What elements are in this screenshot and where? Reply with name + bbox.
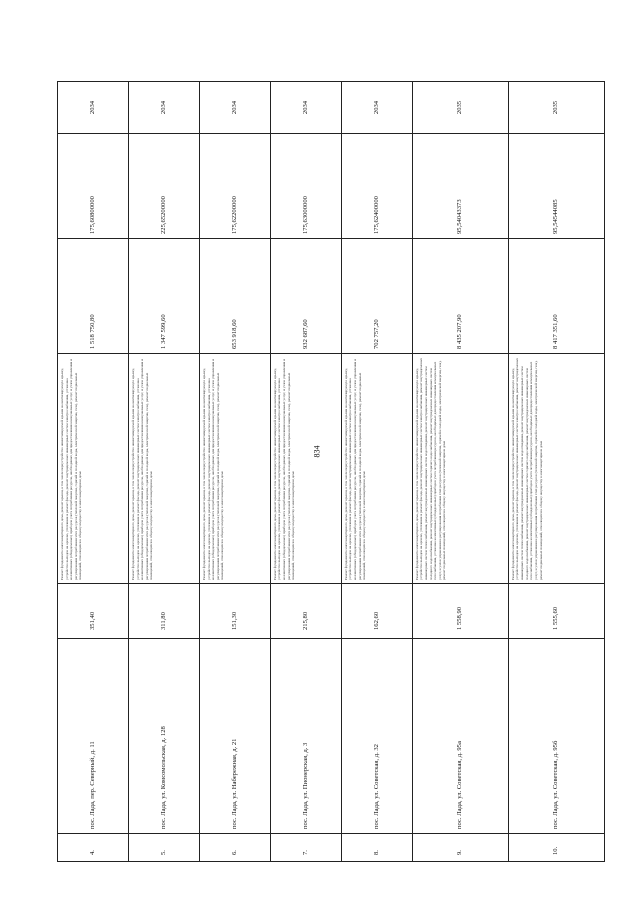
address-cell: пос. Лада, ул. Советская, д. 32 [341, 639, 412, 834]
row-number: 4. [58, 834, 129, 862]
rate-cell: 95,54544085 [508, 134, 604, 239]
table-row [199, 82, 270, 862]
year-cell: 2035 [508, 82, 604, 134]
table-row [412, 82, 508, 862]
address-cell: пос. Лада, ул. Набережная, д. 21 [199, 639, 270, 834]
works-cell: Ремонт фундамента многоквартирного дома, ремонт крыши, в том числе переустройство невентилируемой крыши на вентилируемую крышу, устройство выходов на кровлю, утепление и ремонт фасада, ремонт внутридомовых инженерных систем электроснабжения, установка коллективных (общедомовых) приборов учета потребления ресурсов, необходимых для предоставления коммунальных услуг, и узлов управления и регулирования потребления этих ресурсов (тепловой энергии, горячей и холодной воды, электрической энергии, газа), ремонт подвальных помещений, относящихся к общему имуществу в многоквартирном доме [341, 354, 412, 584]
row-number: 9. [412, 834, 508, 862]
address-cell: пос. Лада, ул. Советская, д. 95а [412, 639, 508, 834]
row-number: 10. [508, 834, 604, 862]
row-number: 7. [270, 834, 341, 862]
address-cell: пос. Лада, ул. Советская, д. 95б [508, 639, 604, 834]
cost-cell: 1 518 750,80 [58, 239, 129, 354]
cost-cell: 8 417 351,60 [508, 239, 604, 354]
works-cell: Ремонт фундамента многоквартирного дома, ремонт крыши, в том числе переустройство невентилируемой крыши на вентилируемую крышу, устройство выходов на кровлю, утепление и ремонт фасада, ремонт внутридомовых инженерных систем электроснабжения, установка коллективных (общедомовых) приборов учета потребления ресурсов, необходимых для предоставления коммунальных услуг, и узлов управления и регулирования потребления этих ресурсов (тепловой энергии, горячей и холодной воды, электрической энергии, газа), ремонт подвальных помещений, относящихся к общему имуществу в многоквартирном доме [270, 354, 341, 584]
address-cell: пос. Лада, пер. Северный, д. 11 [58, 639, 129, 834]
area-cell: 215,80 [270, 584, 341, 639]
rotated-table-wrapper [57, 82, 605, 862]
area-cell: 1 558,90 [412, 584, 508, 639]
works-cell: Ремонт фундамента многоквартирного дома, ремонт крыши, в том числе переустройство невентилируемой крыши на вентилируемую крышу, устройство выходов на кровлю, утепление и ремонт фасада, ремонт внутридомовых инженерных систем электроснабжения, ремонт внутридомовых инженерных систем теплоснабжения, ремонт внутридомовых инженерных систем водоотведения, ремонт внутридомовых инженерных систем холодного водоснабжения, ремонт внутридомовых инженерных систем горячего водоснабжения, ремонт внутридомовых инженерных систем газоснабжения, установка коллективных (общедомовых) приборов учета потребления ресурсов, необходимых для предоставления коммунальных услуг, и узлов управления и регулирования потребления этих ресурсов (тепловой энергии, горячей и холодной воды, электрической энергии, газа), ремонт подвальных помещений, относящихся к общему имуществу в многоквартирном доме [508, 354, 604, 584]
table-row [341, 82, 412, 862]
rate-cell: 95,54043373 [412, 134, 508, 239]
address-cell: пос. Лада, ул. Комсомольская, д. 128 [128, 639, 199, 834]
area-cell: 351,40 [58, 584, 129, 639]
table-body [58, 82, 605, 862]
area-cell: 1 555,60 [508, 584, 604, 639]
table-row [128, 82, 199, 862]
rate-cell: 225,65200000 [128, 134, 199, 239]
year-cell: 2035 [412, 82, 508, 134]
cost-cell: 1 347 599,60 [128, 239, 199, 354]
repair-program-table [57, 81, 605, 862]
cost-cell: 702 757,20 [341, 239, 412, 354]
rate-cell: 175,62200000 [199, 134, 270, 239]
row-number: 8. [341, 834, 412, 862]
table-row [270, 82, 341, 862]
works-cell: Ремонт фундамента многоквартирного дома, ремонт крыши, в том числе переустройство невентилируемой крыши на вентилируемую крышу, устройство выходов на кровлю, утепление и ремонт фасада, ремонт внутридомовых инженерных систем электроснабжения, ремонт внутридомовых инженерных систем теплоснабжения, ремонт внутридомовых инженерных систем водоотведения, ремонт внутридомовых инженерных систем холодного водоснабжения, ремонт внутридомовых инженерных систем горячего водоснабжения, ремонт внутридомовых инженерных систем газоснабжения, установка коллективных (общедомовых) приборов учета потребления ресурсов, необходимых для предоставления коммунальных услуг, и узлов управления и регулирования потребления этих ресурсов (тепловой энергии, горячей и холодной воды, электрической энергии, газа), ремонт подвальных помещений, относящихся к общему имуществу в многоквартирном доме [412, 354, 508, 584]
works-cell: Ремонт фундамента многоквартирного дома, ремонт крыши, в том числе переустройство невентилируемой крыши на вентилируемую крышу, устройство выходов на кровлю, утепление и ремонт фасада, ремонт внутридомовых инженерных систем электроснабжения, установка коллективных (общедомовых) приборов учета потребления ресурсов, необходимых для предоставления коммунальных услуг, и узлов управления и регулирования потребления этих ресурсов (тепловой энергии, горячей и холодной воды, электрической энергии, газа), ремонт подвальных помещений, относящихся к общему имуществу в многоквартирном доме [128, 354, 199, 584]
year-cell: 2034 [341, 82, 412, 134]
cost-cell: 8 435 207,90 [412, 239, 508, 354]
rate-cell: 175,62400000 [341, 134, 412, 239]
area-cell: 311,80 [128, 584, 199, 639]
year-cell: 2034 [270, 82, 341, 134]
area-cell: 162,60 [341, 584, 412, 639]
area-cell: 151,30 [199, 584, 270, 639]
table-row [58, 82, 129, 862]
works-cell: Ремонт фундамента многоквартирного дома, ремонт крыши, в том числе переустройство невентилируемой крыши на вентилируемую крышу, устройство выходов на кровлю, утепление и ремонт фасада, ремонт внутридомовых инженерных систем электроснабжения, установка коллективных (общедомовых) приборов учета потребления ресурсов, необходимых для предоставления коммунальных услуг, и узлов управления и регулирования потребления этих ресурсов (тепловой энергии, горячей и холодной воды, электрической энергии, газа), ремонт подвальных помещений, относящихся к общему имуществу в многоквартирном доме [58, 354, 129, 584]
row-number: 6. [199, 834, 270, 862]
rate-cell: 175,60800000 [58, 134, 129, 239]
cost-cell: 653 918,60 [199, 239, 270, 354]
table-row [508, 82, 604, 862]
row-number: 5. [128, 834, 199, 862]
year-cell: 2034 [58, 82, 129, 134]
works-cell: Ремонт фундамента многоквартирного дома, ремонт крыши, в том числе переустройство невентилируемой крыши на вентилируемую крышу, устройство выходов на кровлю, утепление и ремонт фасада, ремонт внутридомовых инженерных систем электроснабжения, установка коллективных (общедомовых) приборов учета потребления ресурсов, необходимых для предоставления коммунальных услуг, и узлов управления и регулирования потребления этих ресурсов (тепловой энергии, горячей и холодной воды, электрической энергии, газа), ремонт подвальных помещений, относящихся к общему имуществу в многоквартирном доме [199, 354, 270, 584]
year-cell: 2034 [199, 82, 270, 134]
address-cell: пос. Лада, ул. Пионерская, д. 3 [270, 639, 341, 834]
page-number: 834 [312, 445, 322, 458]
cost-cell: 932 687,60 [270, 239, 341, 354]
year-cell: 2034 [128, 82, 199, 134]
rate-cell: 175,63000000 [270, 134, 341, 239]
